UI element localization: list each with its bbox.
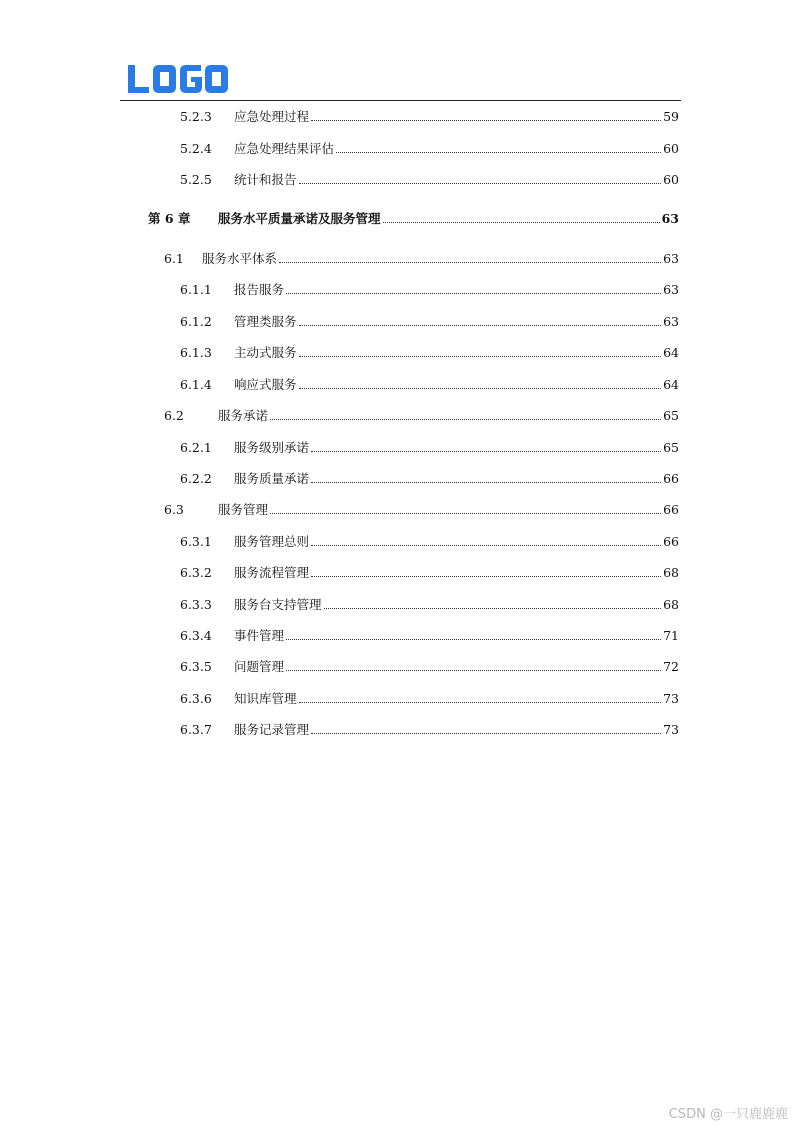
toc-entry[interactable] xyxy=(180,439,679,457)
toc-entry-title: 主动式服务 xyxy=(234,345,297,360)
toc-dot-leader xyxy=(311,450,661,452)
toc-entry[interactable] xyxy=(180,376,679,394)
toc-dot-leader xyxy=(324,607,662,609)
toc-entry-title: 服务水平体系 xyxy=(202,251,278,266)
toc-entry-number: 6.3.3 xyxy=(180,597,212,612)
toc-entry[interactable] xyxy=(164,407,679,425)
toc-entry-page: 63 xyxy=(663,282,679,297)
toc-entry-title: 服务水平质量承诺及服务管理 xyxy=(218,211,381,226)
toc-entry-number: 6.2.1 xyxy=(180,440,212,455)
toc-dot-leader xyxy=(311,544,661,546)
toc-dot-leader xyxy=(299,387,662,389)
toc-dot-leader xyxy=(336,151,661,153)
toc-entry-title: 服务承诺 xyxy=(218,408,269,423)
toc-entry-title: 服务记录管理 xyxy=(234,722,310,737)
watermark: CSDN @一只鹿鹿鹿 xyxy=(668,1107,788,1122)
toc-dot-leader xyxy=(299,355,662,357)
toc-entry-number: 6.3.1 xyxy=(180,534,212,549)
toc-entry-page: 59 xyxy=(663,109,679,124)
toc-entry-title: 服务台支持管理 xyxy=(234,597,322,612)
toc-entry-page: 64 xyxy=(663,377,679,392)
toc-dot-leader xyxy=(311,732,661,734)
toc-entry-page: 68 xyxy=(663,597,679,612)
toc-entry-number: 6.2.2 xyxy=(180,471,212,486)
toc-entry-number: 5.2.4 xyxy=(180,141,212,156)
toc-entry-title: 事件管理 xyxy=(234,628,285,643)
toc-entry[interactable] xyxy=(180,596,679,614)
toc-entry-number: 6.3.2 xyxy=(180,565,212,580)
toc-dot-leader xyxy=(299,701,662,703)
toc-entry[interactable] xyxy=(148,210,679,228)
toc-entry-title: 报告服务 xyxy=(234,282,285,297)
toc-entry-page: 65 xyxy=(663,440,679,455)
toc-dot-leader xyxy=(270,418,661,420)
toc-entry-page: 60 xyxy=(663,172,679,187)
toc-entry-page: 64 xyxy=(663,345,679,360)
toc-entry-number: 第 6 章 xyxy=(148,211,191,226)
toc-entry-page: 72 xyxy=(663,659,679,674)
toc-entry-page: 60 xyxy=(663,141,679,156)
toc-entry-number: 6.1 xyxy=(164,251,184,266)
toc-entry[interactable] xyxy=(180,281,679,299)
toc-entry[interactable] xyxy=(180,721,679,739)
toc-entry-page: 66 xyxy=(663,502,679,517)
toc-entry-number: 6.3.6 xyxy=(180,691,212,706)
toc-entry-number: 6.1.3 xyxy=(180,345,212,360)
toc-entry[interactable] xyxy=(180,140,679,158)
toc-entry-title: 问题管理 xyxy=(234,659,285,674)
toc-entry-title: 应急处理过程 xyxy=(234,109,310,124)
toc-entry-number: 5.2.3 xyxy=(180,109,212,124)
toc-entry[interactable] xyxy=(180,690,679,708)
toc-dot-leader xyxy=(286,669,661,671)
toc-entry-number: 5.2.5 xyxy=(180,172,212,187)
toc-entry-title: 统计和报告 xyxy=(234,172,297,187)
toc-entry-number: 6.2 xyxy=(164,408,184,423)
toc-entry-page: 63 xyxy=(661,211,679,226)
toc-entry-page: 66 xyxy=(663,534,679,549)
toc-entry-title: 服务管理 xyxy=(218,502,269,517)
toc-entry[interactable] xyxy=(180,658,679,676)
toc-dot-leader xyxy=(286,638,661,640)
toc-entry-page: 66 xyxy=(663,471,679,486)
toc-entry[interactable] xyxy=(180,627,679,645)
toc-entry-title: 应急处理结果评估 xyxy=(234,141,335,156)
toc-entry[interactable] xyxy=(180,533,679,551)
toc-dot-leader xyxy=(286,292,661,294)
toc-entry-number: 6.3 xyxy=(164,502,184,517)
toc-dot-leader xyxy=(299,324,662,326)
toc-entry-page: 71 xyxy=(663,628,679,643)
toc-entry[interactable] xyxy=(164,250,679,268)
toc-entry-title: 响应式服务 xyxy=(234,377,297,392)
toc-dot-leader xyxy=(299,182,662,184)
toc-dot-leader xyxy=(383,221,660,223)
toc-dot-leader xyxy=(311,481,661,483)
toc-entry[interactable] xyxy=(180,313,679,331)
toc-dot-leader xyxy=(270,512,661,514)
toc-entry-title: 管理类服务 xyxy=(234,314,297,329)
toc-dot-leader xyxy=(311,575,661,577)
toc-entry-page: 68 xyxy=(663,565,679,580)
toc-entry-title: 知识库管理 xyxy=(234,691,297,706)
toc-dot-leader xyxy=(279,261,661,263)
toc-entry-number: 6.1.2 xyxy=(180,314,212,329)
toc-entry-page: 65 xyxy=(663,408,679,423)
toc-entry[interactable] xyxy=(180,344,679,362)
toc-dot-leader xyxy=(311,119,661,121)
toc-entry-title: 服务级别承诺 xyxy=(234,440,310,455)
toc-entry-title: 服务流程管理 xyxy=(234,565,310,580)
toc-entry[interactable] xyxy=(180,564,679,582)
toc-entry[interactable] xyxy=(180,171,679,189)
toc-entry-number: 6.3.4 xyxy=(180,628,212,643)
toc-entry-number: 6.1.4 xyxy=(180,377,212,392)
toc-entry-page: 73 xyxy=(663,722,679,737)
toc-entry-page: 63 xyxy=(663,314,679,329)
toc-entry[interactable] xyxy=(164,501,679,519)
toc-entry-page: 73 xyxy=(663,691,679,706)
toc-entry[interactable] xyxy=(180,470,679,488)
toc-entry-page: 63 xyxy=(663,251,679,266)
toc-entry-number: 6.3.5 xyxy=(180,659,212,674)
toc-entry-title: 服务质量承诺 xyxy=(234,471,310,486)
toc-entry-number: 6.1.1 xyxy=(180,282,212,297)
toc-entry-title: 服务管理总则 xyxy=(234,534,310,549)
toc-entry[interactable] xyxy=(180,108,679,126)
toc-entry-number: 6.3.7 xyxy=(180,722,212,737)
